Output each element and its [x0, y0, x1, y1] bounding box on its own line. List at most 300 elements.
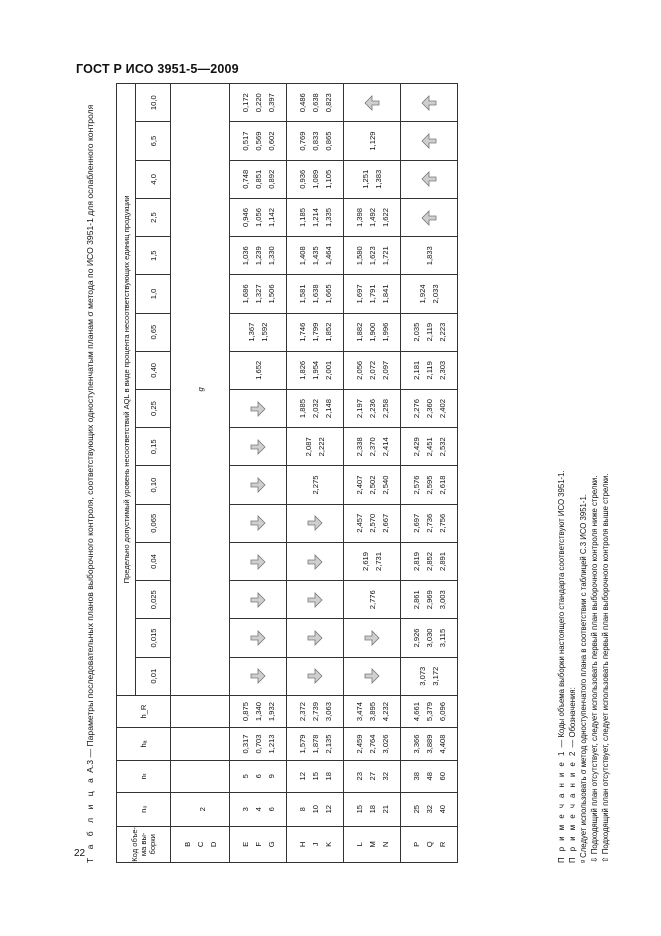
aql-value: 2,595: [424, 475, 434, 495]
aql-value-cell: [344, 428, 401, 466]
aql-value: 1,841: [380, 284, 390, 304]
nt-cell: [171, 760, 230, 792]
aql-value: 1,142: [266, 208, 276, 228]
n0-cell-value: 32: [424, 804, 434, 814]
aql-value: 2,429: [411, 437, 421, 457]
aql-value-cell: [344, 351, 401, 389]
nt-cell: [230, 760, 287, 792]
arrow-down-icon: [307, 552, 323, 572]
nt-cell-value: 23: [354, 772, 364, 781]
table-row: [287, 84, 344, 863]
aql-value-cell: [230, 619, 287, 657]
aql-value: 2,033: [431, 284, 440, 304]
arrow-up-icon: [421, 208, 437, 228]
aql-value: 2,776: [367, 590, 377, 610]
ha-cell: [171, 728, 230, 760]
arrow-down-icon: [250, 666, 266, 686]
aql-value: 2,303: [437, 360, 447, 380]
aql-header-cell: 0,65: [136, 313, 171, 351]
arrow-down-icon: [250, 590, 266, 610]
ha-cell-value: 2,135: [323, 734, 333, 754]
aql-value-cell: [230, 198, 287, 236]
ha-cell: [401, 728, 458, 760]
aql-value-cell: [401, 619, 458, 657]
hr-cell-value: 3,474: [354, 702, 364, 722]
header-code: Код объе-ма вы-борки: [117, 826, 171, 862]
aql-value: 3,172: [431, 666, 440, 686]
aql-value-cell: [401, 122, 458, 160]
aql-value: 3,030: [424, 628, 434, 648]
aql-value-cell: [344, 657, 401, 695]
code-cell-value: H: [297, 841, 307, 848]
aql-value-cell: [287, 351, 344, 389]
aql-value: 1,408: [297, 246, 307, 266]
aql-value: 2,275: [310, 475, 320, 495]
table-row: [344, 84, 401, 863]
header-nt: nₜ: [117, 760, 171, 792]
aql-value: 2,181: [411, 360, 421, 380]
aql-value: 1,686: [240, 284, 250, 304]
aql-value-cell: [287, 313, 344, 351]
arrow-down-icon: [364, 666, 380, 686]
ha-cell-value: 2,459: [354, 734, 364, 754]
table-notes: [556, 103, 611, 863]
nt-cell: [401, 760, 458, 792]
aql-value: 0,892: [266, 169, 276, 189]
code-cell-value: E: [240, 841, 250, 847]
hr-cell-value: 2,372: [297, 702, 307, 722]
aql-value: 2,926: [411, 628, 421, 648]
code-cell-value: D: [208, 841, 218, 848]
header-n0: n₀: [117, 792, 171, 826]
aql-value: 2,148: [323, 399, 333, 419]
ha-cell-value: 0,317: [240, 734, 250, 754]
hr-cell-value: 1,932: [266, 702, 276, 722]
aql-header-cell: 0,40: [136, 351, 171, 389]
aql-value-cell: [287, 237, 344, 275]
aql-value-cell: [287, 428, 344, 466]
aql-value-cell: [287, 581, 344, 619]
arrow-down-icon: [250, 628, 266, 648]
aql-value-cell: [287, 504, 344, 542]
aql-value-cell: [230, 84, 287, 122]
aql-value: 0,769: [297, 131, 307, 151]
aql-value: 0,865: [323, 131, 333, 151]
header-hr: h_R: [117, 695, 171, 727]
aql-value: 2,370: [367, 437, 377, 457]
aql-value-cell: [344, 389, 401, 427]
aql-value-cell: [230, 160, 287, 198]
n0-cell: [230, 792, 287, 826]
aql-value: 1,335: [323, 208, 333, 228]
aql-value: 1,580: [354, 246, 364, 266]
aql-value-cell: [287, 542, 344, 580]
aql-value-cell: [230, 542, 287, 580]
aql-value: 2,119: [424, 361, 434, 380]
aql-value: 0,851: [253, 169, 263, 189]
aql-value-cell: [230, 275, 287, 313]
hr-cell: [230, 695, 287, 727]
header-row: [117, 84, 136, 863]
aql-value: 1,330: [266, 246, 276, 266]
arrow-up-icon: [421, 169, 437, 189]
note2-text: — Обозначения:: [568, 687, 577, 750]
aql-value-cell: [344, 84, 401, 122]
code-cell: [287, 826, 344, 862]
aql-value-cell: [344, 466, 401, 504]
aql-value: 2,969: [424, 590, 434, 610]
aql-value-cell: [287, 198, 344, 236]
aql-value: 3,073: [418, 666, 427, 686]
n0-cell-value: 25: [411, 804, 421, 814]
nt-cell-value: 32: [380, 772, 390, 781]
ha-cell-value: 0,703: [253, 734, 263, 754]
aql-value-cell: [287, 160, 344, 198]
aql-value: 2,001: [323, 360, 333, 380]
aql-value: 2,276: [411, 399, 421, 419]
aql-value: 1,251: [361, 169, 370, 189]
aql-value-cell: [230, 504, 287, 542]
aql-value: 1,056: [253, 208, 263, 228]
nt-cell-value: 9: [266, 774, 276, 779]
aql-value: 3,115: [437, 628, 447, 648]
aql-value: 1,852: [323, 322, 333, 342]
aql-value: 2,819: [411, 552, 421, 572]
aql-value: 2,451: [424, 437, 434, 457]
hr-cell-value: 1,340: [253, 702, 263, 722]
aql-value: 2,338: [354, 437, 364, 457]
aql-value: 1,746: [297, 322, 307, 342]
aql-value: 1,581: [297, 284, 307, 304]
n0-cell-value: 15: [354, 804, 364, 814]
aql-value: 2,697: [411, 513, 421, 533]
aql-value: 1,129: [367, 131, 377, 151]
aql-value: 1,592: [260, 322, 269, 342]
table-row: [171, 84, 230, 863]
note-item-down: Подходящий план отсутствует, следует использовать первый план выборочного контроля ниже стрелки.: [590, 475, 599, 855]
aql-header-cell: 10,0: [136, 84, 171, 122]
aql-value: 1,398: [354, 208, 364, 228]
aql-value-cell: [344, 504, 401, 542]
hr-cell: [344, 695, 401, 727]
aql-value: 2,197: [354, 399, 364, 419]
aql-header-cell: 1,0: [136, 275, 171, 313]
aql-value: 2,414: [380, 437, 390, 457]
aql-value: 1,833: [424, 246, 434, 266]
aql-value-cell: [287, 84, 344, 122]
nt-cell: [287, 760, 344, 792]
hr-cell-value: 3,895: [367, 702, 377, 722]
aql-value: 2,407: [354, 475, 364, 495]
aql-value: 2,618: [437, 475, 447, 495]
n0-cell: [171, 792, 230, 826]
code-cell: [344, 826, 401, 862]
aql-value: 1,492: [367, 208, 377, 228]
note-item-g: ᵍ Следует использовать σ метод одноступенчатого плана в соответствии с таблицей С.3 ИСО 3951-1.: [579, 494, 588, 863]
aql-header-cell: 1,5: [136, 237, 171, 275]
aql-value-cell: [344, 160, 401, 198]
aql-value-cell: [287, 619, 344, 657]
aql-header-cell: 4,0: [136, 160, 171, 198]
ha-cell-value: 3,366: [411, 734, 421, 754]
n0-cell-value: 4: [253, 807, 263, 812]
aql-value: 0,486: [297, 93, 307, 113]
aql-value: 1,623: [367, 246, 377, 266]
aql-value: 3,003: [437, 590, 447, 610]
aql-value: 0,823: [323, 93, 333, 113]
aql-value: 0,569: [253, 131, 263, 151]
aql-value-cell: [287, 389, 344, 427]
header-aql: Предельно допустимый уровень несоответствий AQL в виде процента несоответствующих единиц продукции: [117, 84, 136, 696]
arrow-down-icon: [250, 552, 266, 572]
ha-cell-value: 3,889: [424, 734, 434, 754]
aql-value: 1,464: [323, 246, 333, 266]
hr-cell-value: 5,379: [424, 702, 434, 722]
aql-header-cell: 0,01: [136, 657, 171, 695]
aql-value-cell: [401, 275, 458, 313]
arrow-down-icon: [250, 437, 266, 457]
hr-cell: [401, 695, 458, 727]
code-cell-value: B: [182, 841, 192, 847]
hr-cell-value: 0,875: [240, 702, 250, 722]
arrow-down-icon: [364, 628, 380, 648]
aql-value-cell: [401, 84, 458, 122]
aql-value: 1,882: [354, 322, 364, 342]
aql-value-cell: [401, 198, 458, 236]
aql-value-cell: [401, 313, 458, 351]
aql-value-cell: [401, 542, 458, 580]
aql-value: 2,035: [411, 322, 421, 342]
arrow-down-icon: [307, 513, 323, 533]
n0-cell: [401, 792, 458, 826]
aql-value: 1,665: [323, 284, 333, 304]
code-cell-value: F: [253, 842, 263, 847]
aql-header-cell: 0,065: [136, 504, 171, 542]
aql-value: 0,397: [266, 93, 276, 113]
aql-value-cell: [344, 542, 401, 580]
code-cell-value: K: [323, 841, 333, 847]
code-cell: [230, 826, 287, 862]
aql-value: 2,891: [437, 552, 447, 572]
aql-value: 2,570: [367, 513, 377, 533]
code-cell-value: L: [354, 842, 364, 847]
aql-value: 1,924: [418, 284, 427, 304]
nt-cell-value: 5: [240, 774, 250, 779]
aql-value: 2,258: [380, 399, 390, 419]
note-item-up: Подходящий план отсутствует, следует использовать первый план выборочного контроля выше стрелки.: [601, 473, 610, 855]
n0-cell: [344, 792, 401, 826]
aql-value: 0,220: [253, 93, 263, 113]
arrow-down-icon: [307, 590, 323, 610]
aql-value: 1,954: [310, 360, 320, 380]
aql-value: 2,236: [367, 399, 377, 419]
arrow-down-icon: [250, 399, 266, 419]
code-cell-value: R: [437, 841, 447, 848]
nt-cell-value: 12: [297, 772, 307, 781]
arrow-down-icon: [250, 513, 266, 533]
aql-value: 2,532: [437, 437, 447, 457]
page-number: 22: [74, 848, 86, 859]
ha-cell-value: 1,213: [266, 734, 276, 754]
ha-cell: [230, 728, 287, 760]
aql-value: 2,360: [424, 399, 434, 419]
hr-cell-value: 3,063: [323, 702, 333, 722]
ha-cell: [344, 728, 401, 760]
hr-cell: [287, 695, 344, 727]
aql-value: 2,097: [380, 360, 390, 380]
aql-value: 2,667: [380, 513, 390, 533]
aql-value-cell: [344, 275, 401, 313]
table-row: [230, 84, 287, 863]
ha-cell-value: 1,878: [310, 734, 320, 754]
n0-cell-value: 18: [367, 804, 377, 814]
aql-value: 2,731: [374, 552, 383, 572]
n0-cell-value: 12: [323, 804, 333, 814]
aql-value-cell: [287, 657, 344, 695]
nt-cell-value: 60: [437, 772, 447, 781]
aql-value: 1,885: [297, 399, 307, 419]
arrow-up-icon: [421, 93, 437, 113]
ha-cell-value: 2,764: [367, 734, 377, 754]
aql-value-cell: [230, 428, 287, 466]
aql-value-cell: [230, 389, 287, 427]
aql-value: 2,087: [304, 437, 313, 457]
page-header: ГОСТ Р ИСО 3951-5—2009: [76, 62, 239, 76]
aql-header-cell: 0,15: [136, 428, 171, 466]
aql-value-cell: [230, 657, 287, 695]
aql-value: 0,936: [297, 169, 307, 189]
aql-value-cell: [344, 237, 401, 275]
aql-value: 2,736: [424, 513, 434, 533]
aql-value: 2,402: [437, 399, 447, 419]
aql-value-cell: [401, 657, 458, 695]
hr-cell-value: 4,661: [411, 702, 421, 722]
aql-value: 2,457: [354, 513, 364, 533]
aql-value: 2,502: [367, 475, 377, 495]
nt-cell-value: 27: [367, 772, 377, 781]
aql-value-cell: [287, 275, 344, 313]
aql-value-cell: [401, 466, 458, 504]
aql-value: 0,833: [310, 131, 320, 151]
aql-value: 2,756: [437, 513, 447, 533]
aql-value-cell: [401, 389, 458, 427]
aql-value: 1,036: [240, 246, 250, 266]
aql-value: 1,652: [253, 360, 263, 380]
g-cell: g: [171, 84, 230, 696]
n0-cell-value: 3: [240, 807, 250, 812]
aql-value: 1,383: [374, 169, 383, 189]
aql-header-cell: 0,025: [136, 581, 171, 619]
n0-cell-value: 2: [197, 807, 207, 812]
code-cell: [401, 826, 458, 862]
aql-value: 0,748: [240, 169, 250, 189]
aql-value: 0,638: [310, 93, 320, 113]
aql-header-cell: 0,04: [136, 542, 171, 580]
aql-value: 0,517: [240, 131, 250, 151]
aql-value: 1,622: [380, 208, 390, 228]
arrow-up-icon: ⇧: [601, 856, 610, 863]
code-cell-value: P: [411, 841, 421, 847]
aql-header-cell: 0,25: [136, 389, 171, 427]
aql-value: 0,172: [240, 93, 250, 113]
caption-text: А.3 — Параметры последовательных планов выборочного контроля, соответствующих одноступенчатым планам σ метода по ИСО 3951-1 для ослабленного контроля: [85, 104, 95, 773]
aql-value: 1,826: [297, 360, 307, 380]
nt-cell-value: 18: [323, 772, 333, 781]
nt-cell-value: 15: [310, 772, 320, 781]
arrow-down-icon: [250, 475, 266, 495]
table-row: [401, 84, 458, 863]
aql-value-cell: [230, 237, 287, 275]
aql-value: 2,861: [411, 590, 421, 610]
note1-text: — Коды объема выборки настоящего стандарта соответствуют ИСО 3951-1.: [557, 470, 566, 750]
arrow-down-icon: [307, 628, 323, 648]
n0-cell-value: 8: [297, 807, 307, 812]
table-caption: [84, 103, 96, 863]
aql-value-cell: [344, 122, 401, 160]
aql-value-cell: [401, 504, 458, 542]
aql-value-cell: [401, 351, 458, 389]
n0-cell: [287, 792, 344, 826]
ha-cell-value: 3,026: [380, 734, 390, 754]
code-cell-value: C: [195, 841, 205, 848]
aql-value: 2,032: [310, 399, 320, 419]
aql-header-cell: 6,5: [136, 122, 171, 160]
code-cell-value: J: [310, 842, 320, 847]
aql-value: 2,223: [437, 322, 447, 342]
aql-value-cell: [344, 198, 401, 236]
hr-cell-value: 6,096: [437, 702, 447, 722]
hr-cell: [171, 695, 230, 727]
arrow-down-icon: [307, 666, 323, 686]
note2-label: П р и м е ч а н и е 2: [568, 749, 577, 863]
aql-value: 1,791: [367, 284, 377, 304]
aql-value-cell: [230, 122, 287, 160]
aql-value-cell: [230, 466, 287, 504]
aql-value-cell: [230, 313, 287, 351]
aql-value-cell: [344, 581, 401, 619]
aql-value-cell: [287, 466, 344, 504]
aql-value-cell: [230, 351, 287, 389]
rotated-table-page: [84, 83, 610, 863]
aql-value: 1,327: [253, 284, 263, 304]
aql-value: 1,697: [354, 284, 364, 304]
aql-header-cell: 2,5: [136, 198, 171, 236]
hr-cell-value: 2,739: [310, 702, 320, 722]
aql-value: 1,799: [310, 322, 320, 342]
aql-value-cell: [401, 237, 458, 275]
header-ha: hₐ: [117, 728, 171, 760]
aql-value: 2,222: [317, 437, 326, 457]
aql-value: 1,638: [310, 284, 320, 304]
aql-value: 2,056: [354, 360, 364, 380]
aql-value: 2,852: [424, 552, 434, 572]
aql-value-cell: [344, 313, 401, 351]
aql-header-cell: 0,015: [136, 619, 171, 657]
aql-value: 2,119: [424, 322, 434, 342]
n0-cell-value: 10: [310, 804, 320, 814]
nt-cell-value: 48: [424, 772, 434, 781]
aql-header-cell: 0,10: [136, 466, 171, 504]
ha-cell-value: 1,579: [297, 734, 307, 754]
aql-value: 1,506: [266, 284, 276, 304]
ha-cell-value: 4,408: [437, 734, 447, 754]
aql-value: 2,540: [380, 475, 390, 495]
aql-value: 2,619: [361, 552, 370, 572]
caption-label: Т а б л и ц а: [85, 775, 95, 863]
aql-value: 1,214: [310, 208, 320, 228]
aql-value: 1,900: [367, 322, 377, 342]
aql-value: 1,089: [310, 169, 320, 189]
